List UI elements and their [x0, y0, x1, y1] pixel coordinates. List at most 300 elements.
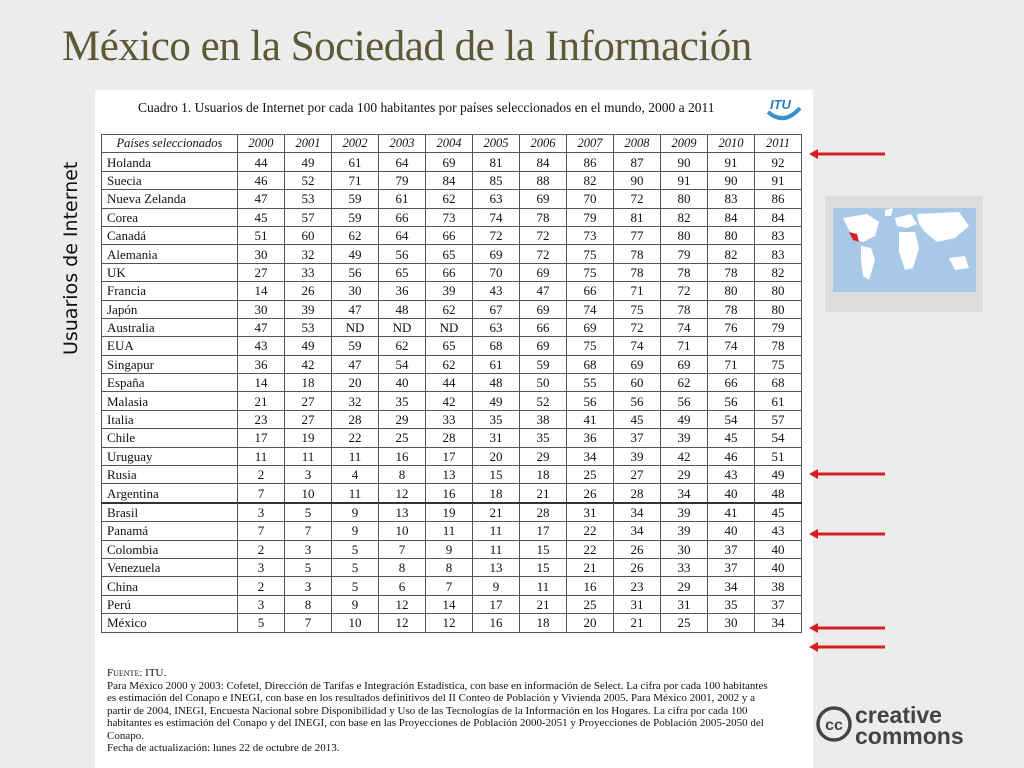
- value-cell: 17: [426, 447, 473, 465]
- value-cell: 42: [426, 392, 473, 410]
- value-cell: 67: [473, 300, 520, 318]
- value-cell: 23: [614, 577, 661, 595]
- table-row: [102, 577, 802, 595]
- value-cell: 68: [473, 337, 520, 355]
- country-cell: Venezuela: [102, 558, 238, 576]
- table-header-row: [102, 135, 802, 153]
- value-cell: 84: [755, 208, 802, 226]
- red-left-arrow-icon: [808, 467, 886, 481]
- value-cell: 30: [661, 540, 708, 558]
- value-cell: 66: [567, 282, 614, 300]
- value-cell: 39: [661, 503, 708, 522]
- itu-logo-icon: [764, 92, 804, 124]
- value-cell: 3: [238, 595, 285, 613]
- value-cell: 84: [708, 208, 755, 226]
- table-notes: [107, 667, 779, 755]
- value-cell: 35: [473, 410, 520, 428]
- country-cell: Perú: [102, 595, 238, 613]
- value-cell: 25: [567, 595, 614, 613]
- value-cell: 14: [238, 374, 285, 392]
- value-cell: 10: [332, 614, 379, 632]
- value-cell: 88: [520, 171, 567, 189]
- value-cell: 9: [332, 595, 379, 613]
- value-cell: 72: [520, 226, 567, 244]
- value-cell: 59: [332, 190, 379, 208]
- table-row: [102, 410, 802, 428]
- value-cell: 40: [708, 484, 755, 503]
- value-cell: 80: [661, 190, 708, 208]
- value-cell: 78: [614, 245, 661, 263]
- value-cell: 86: [755, 190, 802, 208]
- value-cell: 52: [285, 171, 332, 189]
- value-cell: 43: [708, 466, 755, 484]
- value-cell: 11: [473, 522, 520, 540]
- value-cell: ND: [332, 318, 379, 336]
- value-cell: 8: [285, 595, 332, 613]
- value-cell: 55: [567, 374, 614, 392]
- value-cell: 78: [708, 300, 755, 318]
- value-cell: 40: [708, 522, 755, 540]
- itu-logo-text: ITU: [770, 97, 791, 112]
- value-cell: 51: [238, 226, 285, 244]
- value-cell: 70: [567, 190, 614, 208]
- country-cell: China: [102, 577, 238, 595]
- value-cell: 75: [755, 355, 802, 373]
- value-cell: 30: [332, 282, 379, 300]
- value-cell: 91: [708, 153, 755, 171]
- value-cell: ND: [426, 318, 473, 336]
- value-cell: 12: [379, 484, 426, 503]
- value-cell: 90: [708, 171, 755, 189]
- world-map-thumbnail: [825, 196, 983, 312]
- value-cell: 3: [285, 577, 332, 595]
- value-cell: 11: [285, 447, 332, 465]
- value-cell: 30: [238, 245, 285, 263]
- side-label: Usuarios de Internet: [60, 161, 82, 355]
- value-cell: 74: [614, 337, 661, 355]
- country-cell: EUA: [102, 337, 238, 355]
- value-cell: 28: [614, 484, 661, 503]
- column-header-year: 2002: [332, 135, 379, 153]
- value-cell: 65: [379, 263, 426, 281]
- column-header-year: 2005: [473, 135, 520, 153]
- value-cell: 49: [755, 466, 802, 484]
- value-cell: 21: [520, 484, 567, 503]
- value-cell: 75: [567, 245, 614, 263]
- value-cell: 29: [520, 447, 567, 465]
- value-cell: 21: [473, 503, 520, 522]
- table-row: [102, 153, 802, 171]
- value-cell: 30: [238, 300, 285, 318]
- value-cell: 68: [755, 374, 802, 392]
- value-cell: 14: [238, 282, 285, 300]
- value-cell: 45: [238, 208, 285, 226]
- table-row: [102, 226, 802, 244]
- table-row: [102, 614, 802, 632]
- value-cell: 49: [473, 392, 520, 410]
- value-cell: 48: [755, 484, 802, 503]
- value-cell: 56: [708, 392, 755, 410]
- country-cell: España: [102, 374, 238, 392]
- value-cell: 7: [238, 484, 285, 503]
- value-cell: 74: [473, 208, 520, 226]
- value-cell: 27: [285, 410, 332, 428]
- value-cell: 72: [520, 245, 567, 263]
- table-row: [102, 447, 802, 465]
- country-cell: Brasil: [102, 503, 238, 522]
- value-cell: 72: [614, 318, 661, 336]
- value-cell: 56: [661, 392, 708, 410]
- value-cell: 80: [708, 226, 755, 244]
- value-cell: 28: [426, 429, 473, 447]
- value-cell: 25: [661, 614, 708, 632]
- value-cell: 70: [473, 263, 520, 281]
- column-header-year: 2003: [379, 135, 426, 153]
- value-cell: 50: [520, 374, 567, 392]
- value-cell: 29: [661, 466, 708, 484]
- value-cell: 68: [567, 355, 614, 373]
- value-cell: 71: [332, 171, 379, 189]
- table-row: [102, 558, 802, 576]
- value-cell: 11: [520, 577, 567, 595]
- value-cell: 56: [614, 392, 661, 410]
- value-cell: 90: [661, 153, 708, 171]
- value-cell: 47: [238, 318, 285, 336]
- value-cell: 6: [379, 577, 426, 595]
- value-cell: 11: [238, 447, 285, 465]
- value-cell: 11: [426, 522, 473, 540]
- value-cell: 47: [332, 355, 379, 373]
- value-cell: 43: [238, 337, 285, 355]
- value-cell: 14: [426, 595, 473, 613]
- value-cell: 72: [661, 282, 708, 300]
- table-row: [102, 245, 802, 263]
- value-cell: 57: [285, 208, 332, 226]
- table-row: [102, 282, 802, 300]
- value-cell: 16: [473, 614, 520, 632]
- value-cell: 83: [755, 226, 802, 244]
- value-cell: 62: [379, 337, 426, 355]
- value-cell: 73: [567, 226, 614, 244]
- value-cell: 17: [238, 429, 285, 447]
- value-cell: 79: [379, 171, 426, 189]
- value-cell: 90: [614, 171, 661, 189]
- value-cell: 36: [379, 282, 426, 300]
- value-cell: 20: [332, 374, 379, 392]
- country-cell: Alemania: [102, 245, 238, 263]
- value-cell: 66: [379, 208, 426, 226]
- value-cell: 18: [285, 374, 332, 392]
- value-cell: 54: [708, 410, 755, 428]
- value-cell: 49: [661, 410, 708, 428]
- value-cell: 69: [661, 355, 708, 373]
- value-cell: 74: [708, 337, 755, 355]
- value-cell: 43: [473, 282, 520, 300]
- red-left-arrow-icon: [808, 640, 886, 654]
- value-cell: 62: [661, 374, 708, 392]
- value-cell: 57: [755, 410, 802, 428]
- country-cell: Colombia: [102, 540, 238, 558]
- value-cell: 33: [426, 410, 473, 428]
- value-cell: 28: [520, 503, 567, 522]
- country-cell: Italia: [102, 410, 238, 428]
- country-cell: Nueva Zelanda: [102, 190, 238, 208]
- value-cell: 30: [708, 614, 755, 632]
- value-cell: 34: [755, 614, 802, 632]
- value-cell: 4: [332, 466, 379, 484]
- table-caption: Cuadro 1. Usuarios de Internet por cada 100 habitantes por países seleccionados en el mundo, 2000 a 2011: [138, 100, 715, 115]
- value-cell: 69: [520, 263, 567, 281]
- value-cell: 10: [379, 522, 426, 540]
- value-cell: 63: [473, 190, 520, 208]
- value-cell: 15: [520, 558, 567, 576]
- value-cell: 73: [426, 208, 473, 226]
- cc-word-commons: commons: [855, 723, 964, 746]
- value-cell: 49: [285, 153, 332, 171]
- value-cell: 3: [238, 503, 285, 522]
- value-cell: 61: [473, 355, 520, 373]
- value-cell: 78: [661, 300, 708, 318]
- value-cell: 39: [661, 429, 708, 447]
- internet-users-table: [101, 134, 802, 633]
- value-cell: 37: [708, 558, 755, 576]
- value-cell: 75: [567, 337, 614, 355]
- world-map-icon: [825, 196, 983, 312]
- value-cell: 65: [426, 337, 473, 355]
- table-row: [102, 392, 802, 410]
- value-cell: 35: [520, 429, 567, 447]
- value-cell: 5: [285, 558, 332, 576]
- value-cell: 48: [379, 300, 426, 318]
- value-cell: 31: [614, 595, 661, 613]
- value-cell: 69: [520, 190, 567, 208]
- value-cell: 85: [473, 171, 520, 189]
- value-cell: 17: [473, 595, 520, 613]
- value-cell: 36: [567, 429, 614, 447]
- value-cell: 45: [614, 410, 661, 428]
- source-line: [107, 667, 779, 680]
- value-cell: 62: [426, 355, 473, 373]
- value-cell: 13: [379, 503, 426, 522]
- value-cell: 10: [285, 484, 332, 503]
- value-cell: 31: [661, 595, 708, 613]
- column-header-year: 2000: [238, 135, 285, 153]
- value-cell: 63: [473, 318, 520, 336]
- value-cell: 69: [520, 300, 567, 318]
- value-cell: 25: [567, 466, 614, 484]
- value-cell: 2: [238, 466, 285, 484]
- value-cell: 22: [567, 540, 614, 558]
- value-cell: 33: [661, 558, 708, 576]
- value-cell: 13: [426, 466, 473, 484]
- value-cell: 71: [661, 337, 708, 355]
- value-cell: 38: [755, 577, 802, 595]
- value-cell: 78: [520, 208, 567, 226]
- value-cell: 31: [473, 429, 520, 447]
- value-cell: 59: [332, 337, 379, 355]
- country-cell: Malasia: [102, 392, 238, 410]
- value-cell: 29: [379, 410, 426, 428]
- value-cell: 7: [285, 614, 332, 632]
- value-cell: 64: [379, 153, 426, 171]
- value-cell: 39: [285, 300, 332, 318]
- table-row: [102, 263, 802, 281]
- value-cell: 80: [755, 300, 802, 318]
- value-cell: 48: [473, 374, 520, 392]
- value-cell: 42: [661, 447, 708, 465]
- value-cell: 3: [238, 558, 285, 576]
- table-row: [102, 300, 802, 318]
- value-cell: 34: [567, 447, 614, 465]
- value-cell: 82: [708, 245, 755, 263]
- value-cell: 5: [238, 614, 285, 632]
- value-cell: 29: [661, 577, 708, 595]
- source-label: Fuente: [107, 667, 140, 679]
- value-cell: 21: [614, 614, 661, 632]
- value-cell: 25: [379, 429, 426, 447]
- value-cell: 72: [473, 226, 520, 244]
- country-cell: Corea: [102, 208, 238, 226]
- table-row: [102, 466, 802, 484]
- value-cell: 61: [755, 392, 802, 410]
- table-row: [102, 522, 802, 540]
- source-value: : ITU.: [139, 667, 167, 679]
- value-cell: 26: [614, 558, 661, 576]
- country-cell: Francia: [102, 282, 238, 300]
- value-cell: 2: [238, 540, 285, 558]
- value-cell: 51: [755, 447, 802, 465]
- value-cell: 40: [755, 558, 802, 576]
- value-cell: 5: [332, 540, 379, 558]
- value-cell: 75: [567, 263, 614, 281]
- value-cell: 8: [379, 466, 426, 484]
- table-row: [102, 355, 802, 373]
- value-cell: 20: [473, 447, 520, 465]
- table-row: [102, 208, 802, 226]
- country-cell: Uruguay: [102, 447, 238, 465]
- value-cell: 65: [426, 245, 473, 263]
- value-cell: 11: [332, 484, 379, 503]
- value-cell: 12: [379, 595, 426, 613]
- value-cell: 84: [520, 153, 567, 171]
- value-cell: 62: [426, 190, 473, 208]
- value-cell: 46: [238, 171, 285, 189]
- value-cell: 33: [285, 263, 332, 281]
- value-cell: 5: [285, 503, 332, 522]
- value-cell: 7: [426, 577, 473, 595]
- value-cell: 54: [755, 429, 802, 447]
- value-cell: 13: [473, 558, 520, 576]
- value-cell: 40: [755, 540, 802, 558]
- slide-title: México en la Sociedad de la Información: [62, 23, 752, 70]
- value-cell: 9: [332, 522, 379, 540]
- country-cell: Suecia: [102, 171, 238, 189]
- value-cell: 23: [238, 410, 285, 428]
- value-cell: 83: [755, 245, 802, 263]
- value-cell: 16: [567, 577, 614, 595]
- column-header-year: 2006: [520, 135, 567, 153]
- value-cell: 27: [285, 392, 332, 410]
- value-cell: 53: [285, 190, 332, 208]
- value-cell: 72: [614, 190, 661, 208]
- country-cell: Holanda: [102, 153, 238, 171]
- value-cell: 8: [379, 558, 426, 576]
- column-header-year: 2007: [567, 135, 614, 153]
- value-cell: 82: [755, 263, 802, 281]
- value-cell: 5: [332, 558, 379, 576]
- country-cell: UK: [102, 263, 238, 281]
- value-cell: 32: [285, 245, 332, 263]
- value-cell: 77: [614, 226, 661, 244]
- country-cell: Japón: [102, 300, 238, 318]
- value-cell: 34: [661, 484, 708, 503]
- value-cell: 44: [426, 374, 473, 392]
- value-cell: 9: [473, 577, 520, 595]
- value-cell: 52: [520, 392, 567, 410]
- value-cell: 41: [708, 503, 755, 522]
- value-cell: 11: [332, 447, 379, 465]
- value-cell: 7: [285, 522, 332, 540]
- value-cell: 40: [379, 374, 426, 392]
- value-cell: 36: [238, 355, 285, 373]
- value-cell: 54: [379, 355, 426, 373]
- value-cell: 75: [614, 300, 661, 318]
- value-cell: 9: [332, 503, 379, 522]
- value-cell: 26: [567, 484, 614, 503]
- value-cell: 18: [520, 466, 567, 484]
- value-cell: 15: [473, 466, 520, 484]
- value-cell: 35: [708, 595, 755, 613]
- value-cell: 66: [426, 226, 473, 244]
- value-cell: 81: [473, 153, 520, 171]
- value-cell: 41: [567, 410, 614, 428]
- table-row: [102, 374, 802, 392]
- table-row: [102, 190, 802, 208]
- value-cell: 39: [614, 447, 661, 465]
- creative-commons-logo-icon: [815, 702, 995, 746]
- value-cell: 31: [567, 503, 614, 522]
- value-cell: 78: [614, 263, 661, 281]
- value-cell: 53: [285, 318, 332, 336]
- value-cell: 61: [379, 190, 426, 208]
- value-cell: 20: [567, 614, 614, 632]
- value-cell: 26: [285, 282, 332, 300]
- value-cell: 49: [285, 337, 332, 355]
- value-cell: 27: [614, 466, 661, 484]
- value-cell: 74: [661, 318, 708, 336]
- value-cell: 3: [285, 466, 332, 484]
- value-cell: 43: [755, 522, 802, 540]
- value-cell: 66: [520, 318, 567, 336]
- value-cell: 78: [755, 337, 802, 355]
- value-cell: 38: [520, 410, 567, 428]
- value-cell: 16: [379, 447, 426, 465]
- value-cell: 35: [379, 392, 426, 410]
- table-row: [102, 171, 802, 189]
- value-cell: 61: [332, 153, 379, 171]
- value-cell: 56: [379, 245, 426, 263]
- value-cell: 42: [285, 355, 332, 373]
- value-cell: 49: [332, 245, 379, 263]
- value-cell: 91: [661, 171, 708, 189]
- column-header-year: 2004: [426, 135, 473, 153]
- country-cell: Chile: [102, 429, 238, 447]
- value-cell: 62: [426, 300, 473, 318]
- column-header-year: 2009: [661, 135, 708, 153]
- note-update-date: Fecha de actualización: lunes 22 de octubre de 2013.: [107, 742, 340, 754]
- value-cell: 59: [520, 355, 567, 373]
- table-row: [102, 429, 802, 447]
